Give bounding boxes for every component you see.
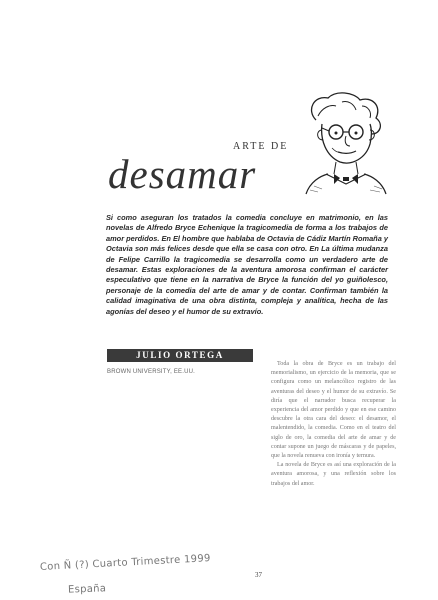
page-number: 37 bbox=[255, 571, 262, 579]
handwritten-note-2: España bbox=[67, 583, 107, 596]
body-paragraph: La novela de Bryce es así una exploración de la aventura amorosa, y una reflexión sobre los trabajos del amor. bbox=[271, 462, 396, 487]
body-paragraph: Toda la obra de Bryce es un trabajo del memorialismo, un ejercicio de la memoria, que se configura como un melancólico registro de las aventuras del deseo y el humor de su extravío. Se diría que el narrador busca recuperar la experiencia del amor perdido y que en ese camino descubre la otra cara del deseo: el desamor, el malentendido, la comedia. Como en el teatro del siglo de oro, la comedia del arte de amar y de contar supone un juego de máscaras y de papeles, que la novela renueva con ironía y ternura. bbox=[271, 361, 396, 460]
abstract: Si como aseguran los tratados la comedia concluye en matrimonio, en las novelas de Alfredo Bryce Echenique la tragicomedia de forma a los trabajos de amor perdidos. En El hombre que hablaba de Octavia de Cádiz Martín Romaña y Octavia son más felices desde que ella se casa con otro. En La última mudanza de Felipe Carrillo la tragicomedia se desarrolla como un verdadero arte de desamar. Estas exploraciones de la aventura amorosa confirman el carácter especulativo que tiene en la narrativa de Bryce la función del yo guiñolesco, personaje de la comedia del arte de amar y de contar. Confirman también la calidad imaginativa de una obra distinta, compleja y analítica, hecha de las agonías del deseo y el humor de su extravío. bbox=[106, 213, 388, 316]
body-column bbox=[271, 360, 396, 489]
caricature-illustration-icon bbox=[296, 90, 396, 196]
author-bar bbox=[107, 349, 253, 362]
author-name: JULIO ORTEGA bbox=[136, 350, 224, 360]
handwritten-note: Con Ñ (?) Cuarto Trimestre 1999 bbox=[39, 553, 211, 573]
page-title: desamar bbox=[108, 151, 257, 197]
author-affiliation: BROWN UNIVERSITY, EE.UU. bbox=[107, 369, 196, 375]
title-kicker: ARTE DE bbox=[233, 141, 289, 152]
